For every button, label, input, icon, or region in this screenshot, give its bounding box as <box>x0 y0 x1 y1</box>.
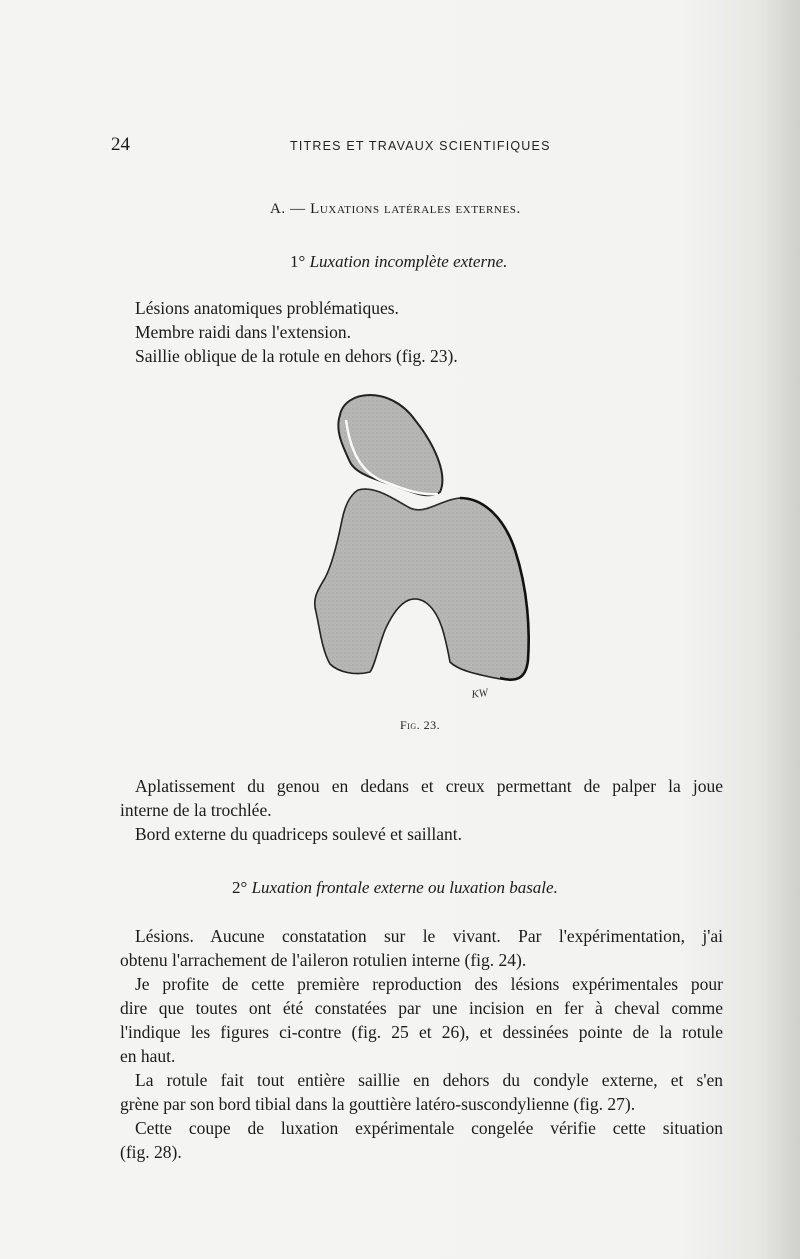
text-line: l'indique les figures ci-contre (fig. 25 et 26), et dessinées pointe de la rotule <box>120 1022 723 1042</box>
knee-section-drawing <box>300 380 550 710</box>
text-line: obtenu l'arrachement de l'aileron rotulien interne (fig. 24). <box>120 950 527 970</box>
text-line: interne de la trochlée. <box>120 800 272 820</box>
running-head: TITRES ET TRAVAUX SCIENTIFIQUES <box>290 139 551 153</box>
page-number: 24 <box>111 134 130 155</box>
section-title <box>270 201 521 218</box>
subsection-1-text: Luxation incomplète externe. <box>309 252 508 271</box>
subsection-2-text: Luxation frontale externe ou luxation basale. <box>251 878 558 897</box>
text-line: Je profite de cette première reproduction des lésions expérimentales pour <box>135 974 723 994</box>
subsection-title-2 <box>232 878 558 898</box>
caption-number: 23. <box>423 718 441 732</box>
subsection-2-number: 2° <box>232 878 252 897</box>
text-line: Lésions. Aucune constatation sur le vivant. Par l'expérimentation, j'ai <box>135 926 723 946</box>
text-line: Lésions anatomiques problématiques. <box>135 298 399 318</box>
text-line: La rotule fait tout entière saillie en dehors du condyle externe, et s'en <box>135 1070 723 1090</box>
text-line: grène par son bord tibial dans la gouttière latéro-suscondylienne (fig. 27). <box>120 1094 636 1114</box>
subsection-title-1 <box>290 252 507 272</box>
figure-23-knee-section <box>300 380 550 710</box>
text-line: Saillie oblique de la rotule en dehors (fig. 23). <box>135 346 458 366</box>
subsection-1-number: 1° <box>290 252 310 271</box>
patella-shape <box>338 395 442 495</box>
caption-label: Fig. <box>400 718 421 732</box>
text-line: Aplatissement du genou en dedans et creux permettant de palper la joue <box>135 776 723 796</box>
section-title-text: Luxations latérales externes. <box>310 201 521 217</box>
figure-caption <box>400 718 440 733</box>
text-line: Membre raidi dans l'extension. <box>135 322 352 342</box>
text-line: dire que toutes ont été constatées par une incision en fer à cheval comme <box>120 998 723 1018</box>
text-line: Cette coupe de luxation expérimentale congelée vérifie cette situation <box>135 1118 723 1138</box>
text-line: Bord externe du quadriceps soulevé et saillant. <box>135 824 463 844</box>
figure-signature: KW <box>470 686 489 701</box>
text-line: en haut. <box>120 1046 176 1066</box>
section-prefix: A. — <box>270 201 311 217</box>
text-line: (fig. 28). <box>120 1142 182 1162</box>
